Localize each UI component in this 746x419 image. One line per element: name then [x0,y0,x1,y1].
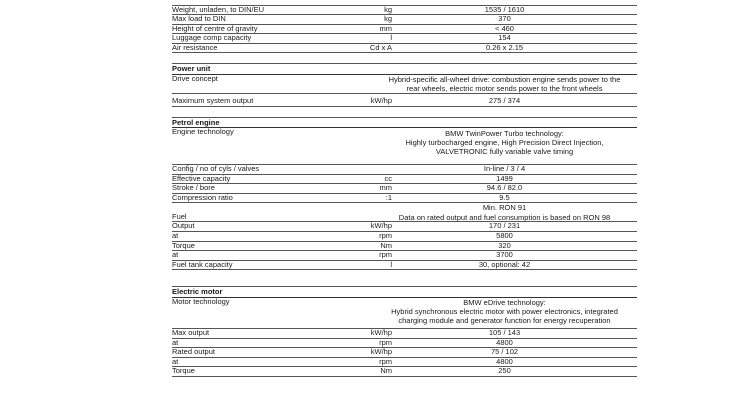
row-value: 370 [498,14,511,24]
row-label: Torque [172,366,195,376]
spec-row-weight [172,6,637,16]
row-label: at [172,337,179,347]
row-label: Output [172,221,195,231]
spec-row-stroke-bore [172,184,637,194]
row-label: Stroke / bore [172,183,215,193]
spec-row-output-rpm [172,232,637,242]
row-unit: rpm [379,231,392,241]
section-title-power-unit: Power unit [172,63,637,75]
row-label: at [172,356,179,366]
spec-sheet [172,0,637,377]
row-value: In-line / 3 / 4 [483,164,526,174]
row-value: 1535 / 1610 [484,4,525,14]
row-unit: kg [384,14,392,24]
spec-row-luggage [172,34,637,44]
row-value: 154 [498,33,511,43]
value-line: VALVETRONIC fully variable valve timing [435,147,574,157]
row-value [372,128,637,157]
spec-row-max-output-rpm [172,339,637,349]
spec-row-rated-output-rpm [172,358,637,368]
row-value [372,203,637,221]
row-value: 0.26 x 2.15 [485,42,524,52]
value-line: BMW eDrive technology: [463,297,546,307]
row-unit: kg [384,4,392,14]
row-label: Luggage comp capacity [172,33,252,43]
row-value: < 460 [495,23,514,33]
row-unit: kW/hp [370,221,392,231]
spec-row-motor-torque [172,367,637,377]
spec-row-torque [172,242,637,252]
row-label: Air resistance [172,42,218,52]
row-label: at [172,250,179,260]
row-label: Weight, unladen, to DIN/EU [172,4,264,14]
value-line: Data on rated output and fuel consumption is based on RON 98 [398,212,611,222]
spec-row-system-output [172,97,637,107]
row-value: 105 / 143 [488,327,521,337]
row-label: Max load to DIN [172,14,226,24]
spec-row-torque-rpm [172,251,637,261]
row-value: 320 [498,240,511,250]
row-value: 275 / 374 [488,95,521,105]
row-value [372,75,637,93]
spec-row-air-resistance [172,44,637,54]
spec-row-output [172,222,637,232]
section-title-petrol-engine: Petrol engine [172,117,637,129]
row-label: Max output [172,327,210,337]
spec-row-fuel-tank [172,261,637,271]
row-unit: :1 [385,192,392,202]
value-line: BMW TwinPower Turbo technology: [445,129,564,139]
row-unit: kW/hp [370,95,392,105]
row-unit: kW/hp [370,347,392,357]
row-label: Drive concept [172,73,218,83]
spec-row-config [172,165,637,175]
row-value: 75 / 102 [490,347,519,357]
row-value: 9.5 [499,192,510,202]
row-unit: cc [384,173,392,183]
row-unit: rpm [379,356,392,366]
section-title-electric-motor: Electric motor [172,286,637,298]
row-value [372,298,637,326]
row-unit: l [390,259,392,269]
row-unit: rpm [379,337,392,347]
row-unit: Nm [380,240,392,250]
row-unit: mm [379,23,392,33]
row-unit: rpm [379,250,392,260]
value-line: Hybrid-specific all-wheel drive: combustion engine sends power to the [388,74,621,84]
row-label: Height of centre of gravity [172,23,258,33]
row-value: 1499 [496,173,513,183]
spec-row-engine-technology [172,128,637,165]
row-label: Torque [172,240,195,250]
spec-row-fuel [172,203,637,222]
row-unit: l [390,33,392,43]
spec-row-compression [172,194,637,204]
row-label: Fuel [172,211,187,221]
row-label: Maximum system output [172,95,254,105]
row-label: Compression ratio [172,192,233,202]
row-label: Fuel tank capacity [172,259,233,269]
row-unit: kW/hp [370,327,392,337]
row-label: at [172,231,179,241]
row-value: 94.6 / 82.0 [486,183,523,193]
row-unit: Cd x A [369,42,392,52]
spec-row-capacity [172,175,637,185]
spec-row-motor-technology [172,298,637,329]
value-line: Highly turbocharged engine, High Precision Direct Injection, [405,138,604,148]
row-value: 250 [498,366,511,376]
value-line: Hybrid synchronous electric motor with power electronics, integrated [391,307,618,317]
row-label: Motor technology [172,296,230,306]
value-line: charging module and generator function for energy recuperation [398,316,611,326]
spec-row-rated-output [172,348,637,358]
row-value: 5800 [496,231,513,241]
row-unit: Nm [380,366,392,376]
row-label: Rated output [172,347,215,357]
row-value: 4800 [496,356,513,366]
row-label: Effective capacity [172,173,231,183]
row-label: Config / no of cyls / valves [172,164,260,174]
row-value: 3700 [496,250,513,260]
value-line: Min. RON 91 [482,203,527,213]
spec-row-drive-concept [172,75,637,94]
row-value: 4800 [496,337,513,347]
general-rows [172,6,637,54]
row-unit: mm [379,183,392,193]
value-line: rear wheels, electric motor sends power to the front wheels [406,84,603,94]
row-value: 170 / 231 [488,221,521,231]
row-label: Engine technology [172,127,234,137]
spec-row-max-output [172,329,637,339]
row-value: 30, optional: 42 [478,259,531,269]
